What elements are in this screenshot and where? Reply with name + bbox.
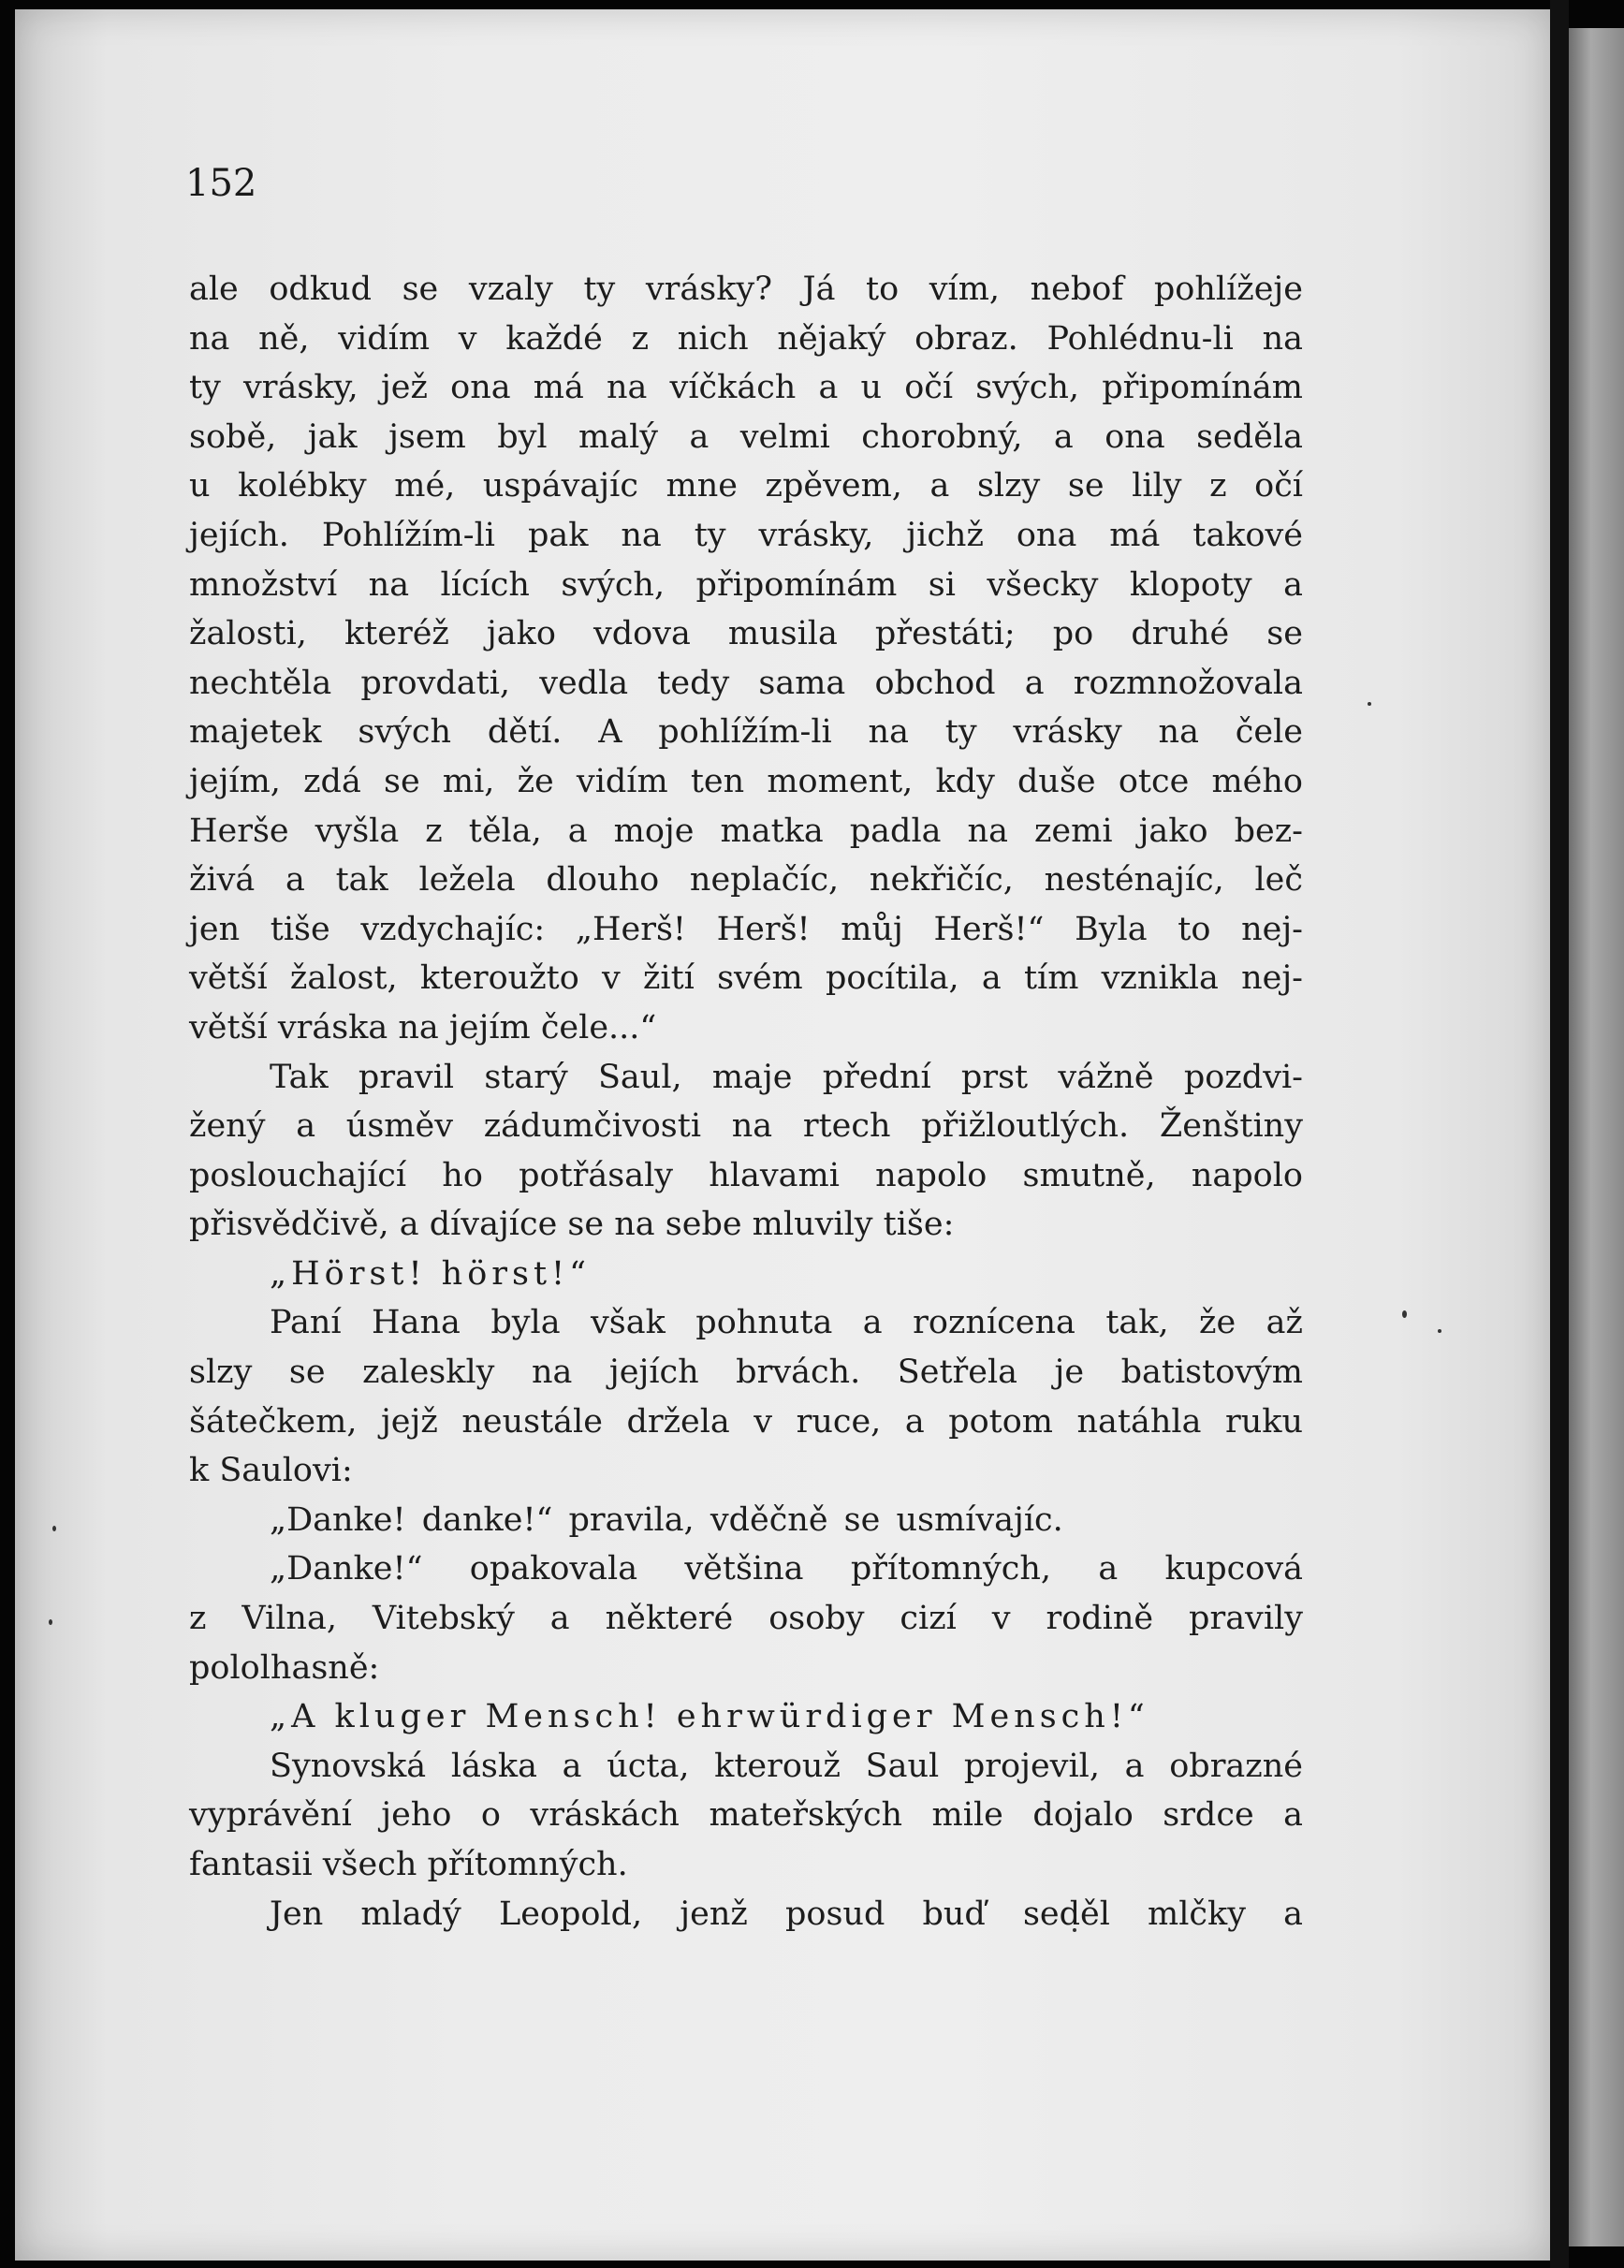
text-line: jejích. Pohlížím-li pak na ty vrásky, jichž ona má takové [189,516,1303,554]
text-line: „Hörst! hörst!“ [270,1254,592,1293]
text-line: poslouchající ho potřásaly hlavami napolo smutně, napolo [189,1156,1303,1194]
text-line: větší žalost, kteroužto v žití svém pocítila, a tím vznikla nej- [189,959,1303,998]
text-line: k Saulovi: [189,1452,353,1490]
text-line: u kolébky mé, uspávajíc mne zpěvem, a slzy se lily z očí [189,467,1303,505]
paper-speck [52,1526,56,1531]
page-number: 152 [185,162,257,205]
text-line: nechtěla provdati, vedla tedy sama obchod a rozmnožovala [189,664,1303,702]
text-line: žený a úsměv zádumčivosti na rtech přižloutlých. Ženštiny [189,1107,1303,1146]
paper-speck [1368,702,1371,706]
text-line: Synovská láska a úcta, kterouž Saul projevil, a obrazné [270,1747,1303,1785]
text-line: živá a tak ležela dlouho neplačíc, nekřičíc, nesténajíc, leč [189,861,1303,900]
text-line: žalosti, kteréž jako vdova musila přestáti; po druhé se [189,615,1303,653]
text-line: pololhasně: [189,1648,380,1687]
text-line: množství na lících svých, připomínám si všecky klopoty a [189,565,1303,604]
paper-speck [49,1619,52,1625]
text-line: z Vilna, Vitebský a některé osoby cizí v rodině pravily [189,1600,1303,1638]
text-line: vyprávění jeho o vráskách mateřských mile dojalo srdce a [189,1796,1303,1835]
text-line: přisvědčivě, a dívajíce se na sebe mluvily tiše: [189,1206,955,1244]
text-line: Paní Hana byla však pohnuta a roznícena tak, že až [270,1304,1303,1342]
text-line: jejím, zdá se mi, že vidím ten moment, kdy duše otce mého [189,762,1303,800]
text-line: větší vráska na jejím čele...“ [189,1008,657,1046]
text-line: „Danke! danke!“ pravila, vděčně se usmívajíc. [270,1500,1063,1539]
text-line: Tak pravil starý Saul, maje přední prst vážně pozdvi- [270,1058,1303,1096]
text-line: ty vrásky, jež ona má na víčkách a u očí svých, připomínám [189,369,1303,407]
text-line: „Danke!“ opakovala většina přítomných, a kupcová [270,1550,1303,1588]
text-line: Herše vyšla z těla, a moje matka padla na zemi jako bez- [189,812,1303,850]
text-line: na ně, vidím v každé z nich nějaký obraz. Pohlédnu-li na [189,319,1303,358]
text-line: sobě, jak jsem byl malý a velmi chorobný, a ona seděla [189,417,1303,456]
paper-speck [1402,1310,1407,1318]
text-line: slzy se zaleskly na jejích brvách. Setřela je batistovým [189,1353,1303,1392]
text-line: šátečkem, jejž neustále držela v ruce, a potom natáhla ruku [189,1402,1303,1441]
body-text [189,265,1303,1939]
text-line: majetek svých dětí. A pohlížím-li na ty vrásky na čele [189,713,1303,752]
next-page-edge [1569,28,1624,2246]
text-line: Jen mladý Leopold, jenž posud buď seděl mlčky a [270,1895,1303,1933]
book-spine-shadow [1550,0,1569,2268]
text-line: ale odkud se vzaly ty vrásky? Já to vím, nebof pohlížeje [189,271,1303,308]
text-line: jen tiše vzdychajíc: „Herš! Herš! můj Herš!“ Byla to nej- [189,910,1303,948]
text-line: „A kluger Mensch! ehrwürdiger Mensch!“ [270,1698,1149,1736]
paper-speck [1438,1329,1441,1333]
text-line: fantasii všech přítomných. [189,1846,628,1883]
